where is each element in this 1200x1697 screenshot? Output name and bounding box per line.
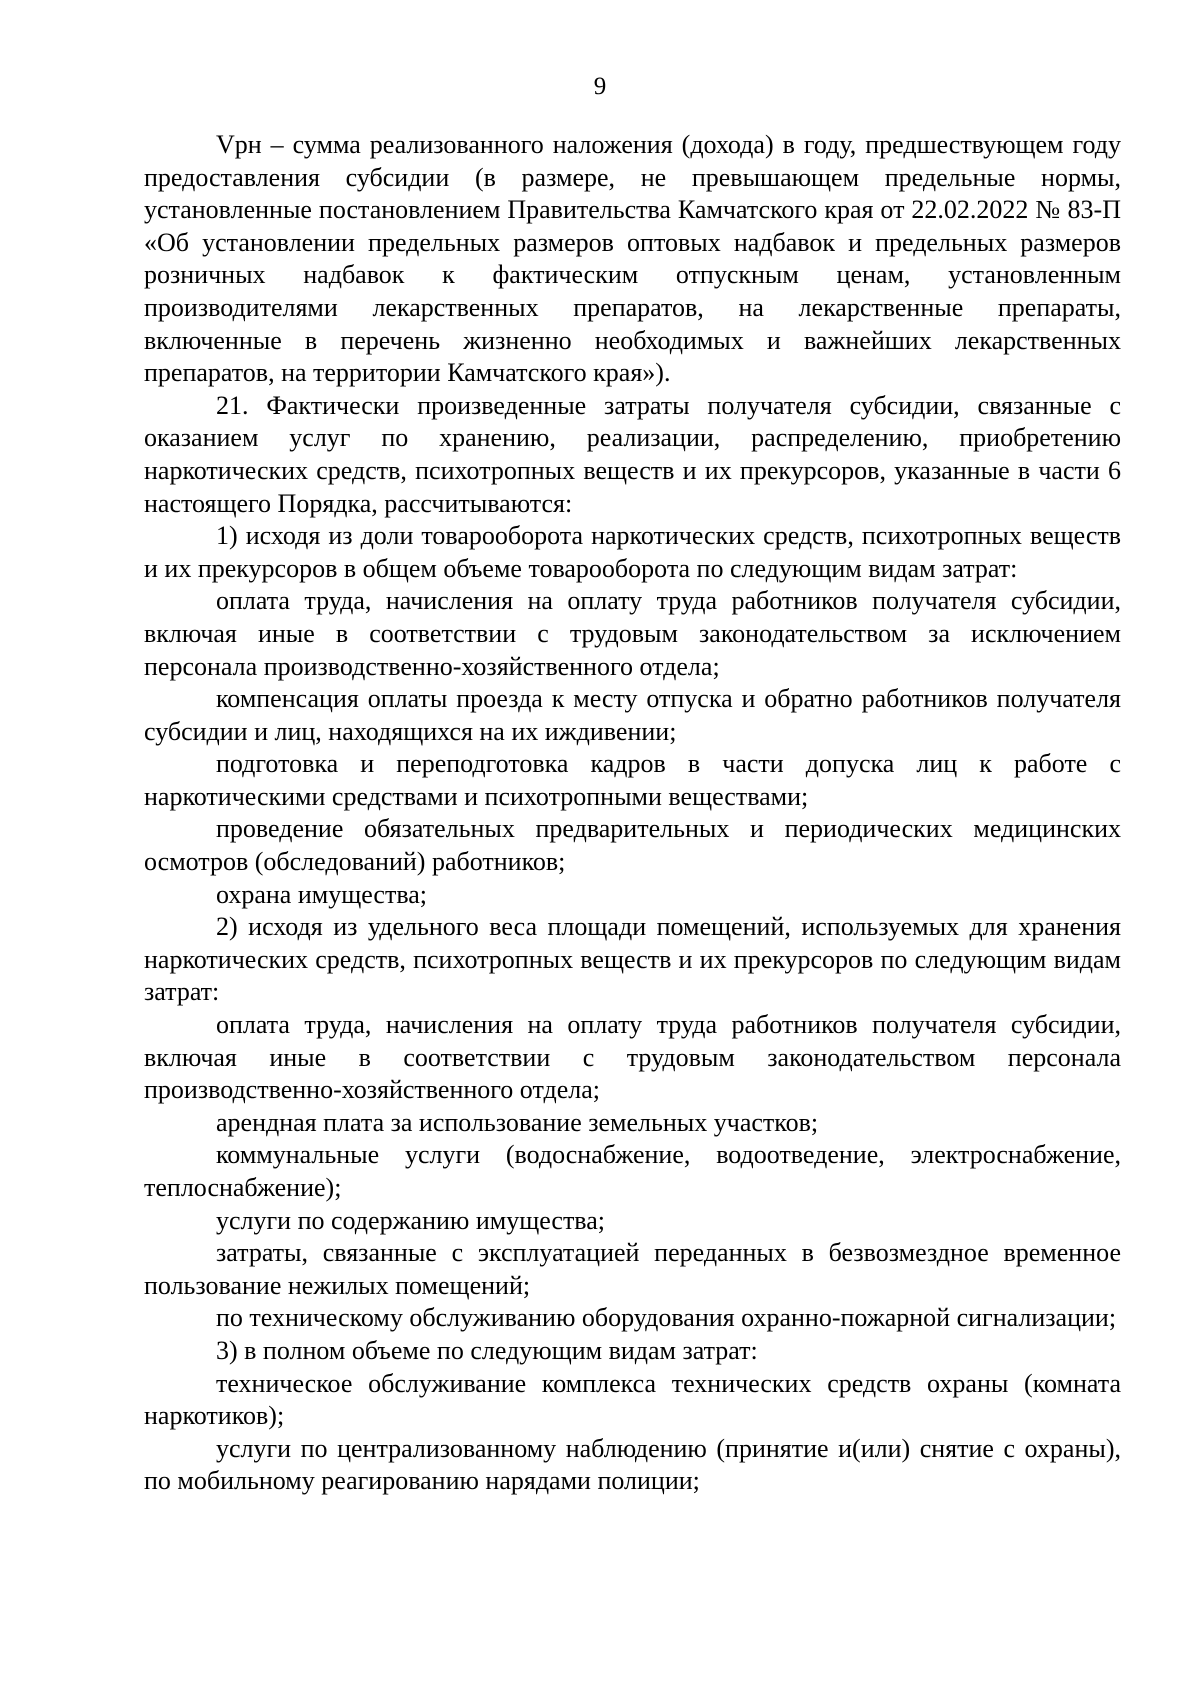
paragraph-item-21: 21. Фактически произведенные затраты получателя субсидии, связанные с оказанием услуг по хранению, реализации, распределению, приобретению наркотических средств, психотропных веществ и их прекурсоров, указанные в части 6 настоящего Порядка, рассчитываются:: [144, 390, 1121, 518]
paragraph-subitem-2: 2) исходя из удельного веса площади помещений, используемых для хранения наркотических средств, психотропных веществ и их прекурсоров по следующим видам затрат:: [144, 912, 1121, 1007]
paragraph-cost-item: услуги по централизованному наблюдению (принятие и(или) снятие с охраны), по мобильному реагированию нарядами полиции;: [144, 1433, 1121, 1496]
paragraph-subitem-3: 3) в полном объеме по следующим видам затрат:: [216, 1335, 758, 1365]
paragraph-subitem-1: 1) исходя из доли товарооборота наркотических средств, психотропных веществ и их прекурсоров в общем объеме товарооборота по следующим видам затрат:: [144, 521, 1121, 583]
paragraph-vrn-definition: Vрн – сумма реализованного наложения (дохода) в году, предшествующем году предоставления субсидии (в размере, не превышающем предельные нормы, установленные постановлением Правительства Камчатского края от 22.02.2022 № 83-П «Об установлении предельных размеров оптовых надбавок и предельных размеров розничных надбавок к фактическим отпускным ценам, установленным производителями лекарственных препаратов, на лекарственные препараты, включенные в перечень жизненно необходимых и важнейших лекарственных препаратов, на территории Камчатского края»).: [144, 130, 1121, 388]
paragraph-cost-item: подготовка и переподготовка кадров в части допуска лиц к работе с наркотическими средствами и психотропными веществами;: [144, 749, 1121, 811]
paragraph-cost-item: оплата труда, начисления на оплату труда работников получателя субсидии, включая иные в соответствии с трудовым законодательством за исключением персонала производственно-хозяйственного отдела;: [144, 586, 1121, 681]
paragraph-cost-item: арендная плата за использование земельных участков;: [216, 1107, 819, 1137]
paragraph-cost-item: компенсация оплаты проезда к месту отпуска и обратно работников получателя субсидии и лиц, находящихся на их иждивении;: [144, 684, 1121, 746]
document-body: [144, 129, 1121, 1498]
paragraph-cost-item: коммунальные услуги (водоснабжение, водоотведение, электроснабжение, теплоснабжение);: [144, 1140, 1121, 1202]
paragraph-cost-item: услуги по содержанию имущества;: [216, 1205, 605, 1235]
paragraph-cost-item: затраты, связанные с эксплуатацией переданных в безвозмездное временное пользование нежилых помещений;: [144, 1238, 1121, 1300]
paragraph-cost-item: по техническому обслуживанию оборудования охранно-пожарной сигнализации;: [216, 1303, 1117, 1333]
paragraph-cost-item: охрана имущества;: [216, 879, 428, 909]
page-number: 9: [593, 73, 607, 100]
paragraph-cost-item: оплата труда, начисления на оплату труда работников получателя субсидии, включая иные в соответствии с трудовым законодательством персонала производственно-хозяйственного отдела;: [144, 1010, 1121, 1105]
paragraph-cost-item: техническое обслуживание комплекса технических средств охраны (комната наркотиков);: [144, 1368, 1121, 1431]
paragraph-cost-item: проведение обязательных предварительных и периодических медицинских осмотров (обследований) работников;: [144, 814, 1121, 877]
